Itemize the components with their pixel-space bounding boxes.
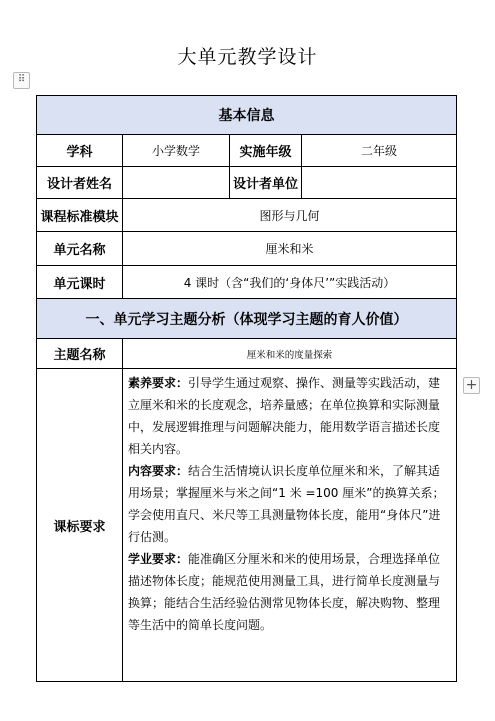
subject-value[interactable]: 小学数学 bbox=[123, 135, 230, 167]
academic-requirement bbox=[128, 548, 451, 636]
grade-value[interactable]: 二年级 bbox=[302, 135, 457, 167]
basic-info-header: 基本信息 bbox=[37, 96, 457, 135]
requirements-cell[interactable] bbox=[123, 369, 457, 682]
content-heading: 内容要求： bbox=[128, 464, 189, 478]
module-label: 课程标准模块 bbox=[37, 199, 123, 232]
theme-value[interactable]: 厘米和米的度量探索 bbox=[123, 339, 457, 369]
theme-label: 主题名称 bbox=[37, 339, 123, 369]
unit-name-value[interactable]: 厘米和米 bbox=[123, 232, 457, 266]
grade-label: 实施年级 bbox=[230, 135, 302, 167]
designer-unit-label: 设计者单位 bbox=[230, 167, 302, 199]
analysis-header: 一、单元学习主题分析（体现学习主题的育人价值） bbox=[37, 299, 457, 339]
literacy-text: 引导学生通过观察、操作、测量等实践活动，建立厘米和米的长度观念，培养量感；在单位换算和实际测量中，发展逻辑推理与问题解决能力，能用数学语言描述长度相关内容。 bbox=[128, 376, 441, 456]
unit-name-label: 单元名称 bbox=[37, 232, 123, 266]
content-text: 结合生活情境认识长度单位厘米和米，了解其适用场景；掌握厘米与米之间“1 米 =100 厘米”的换算关系；学会使用直尺、米尺等工具测量物体长度，能用“身体尺”进行估测。 bbox=[128, 464, 445, 544]
add-row-plus-icon[interactable]: + bbox=[463, 377, 480, 394]
designer-unit-value[interactable] bbox=[302, 167, 457, 199]
unit-hours-value[interactable]: 4 课时（含“我们的‘身体尺’”实践活动） bbox=[123, 266, 457, 299]
content-requirement bbox=[128, 460, 451, 548]
table-drag-handle-icon[interactable]: ⠿ bbox=[13, 72, 30, 89]
designer-name-label: 设计者姓名 bbox=[37, 167, 123, 199]
unit-hours-label: 单元课时 bbox=[37, 266, 123, 299]
literacy-heading: 素养要求： bbox=[128, 376, 189, 390]
academic-text: 能准确区分厘米和米的使用场景，合理选择单位描述物体长度；能规范使用测量工具，进行简单长度测量与换算；能结合生活经验估测常见物体长度，解决购物、整理等生活中的简单长度问题。 bbox=[128, 552, 441, 632]
academic-heading: 学业要求： bbox=[128, 552, 189, 566]
requirements-label: 课标要求 bbox=[37, 369, 123, 682]
subject-label: 学科 bbox=[37, 135, 123, 167]
module-value[interactable]: 图形与几何 bbox=[123, 199, 457, 232]
literacy-requirement bbox=[128, 372, 451, 460]
designer-name-value[interactable] bbox=[123, 167, 230, 199]
document-title: 大单元教学设计 bbox=[177, 46, 318, 68]
design-table bbox=[36, 95, 457, 682]
